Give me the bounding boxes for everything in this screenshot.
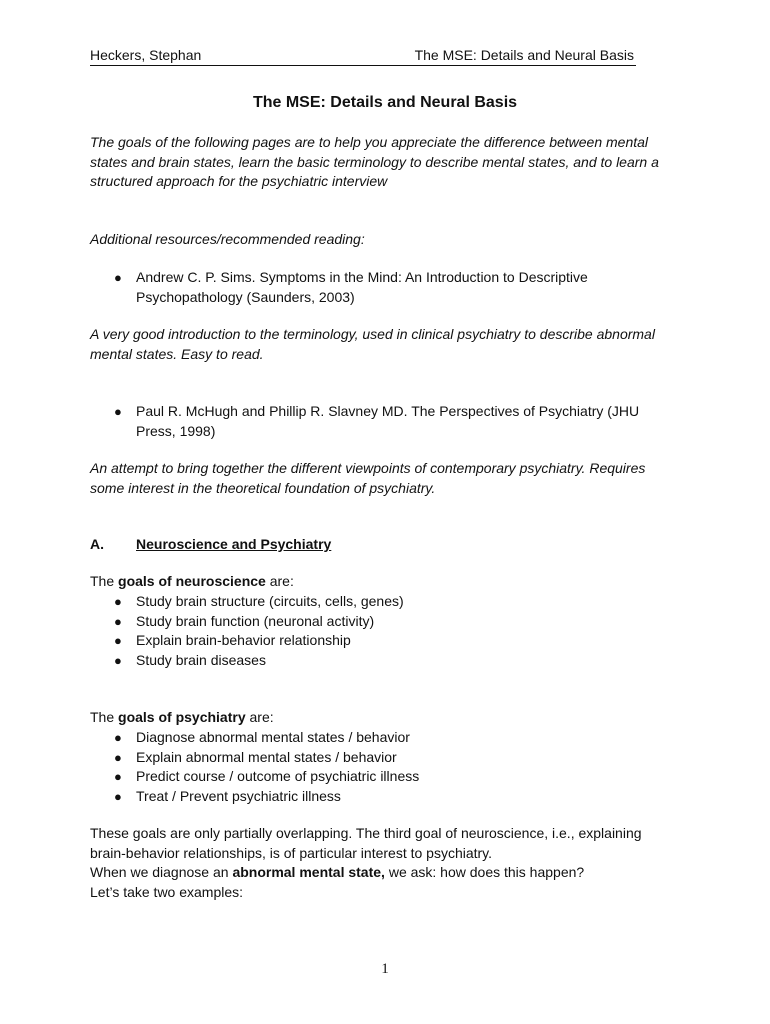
resources-heading: Additional resources/recommended reading: — [90, 231, 365, 247]
bullet-icon: ● — [114, 613, 122, 629]
bullet-icon: ● — [114, 749, 122, 765]
list-item — [90, 631, 665, 651]
header-running-title: The MSE: Details and Neural Basis — [414, 47, 634, 63]
list-item — [90, 612, 665, 632]
bullet-icon: ● — [114, 730, 122, 745]
reference-2-text: Paul R. McHugh and Phillip R. Slavney MD. The Perspectives of Psychiatry (JHU Press, 1998) — [136, 403, 640, 439]
intro-paragraph: The goals of the following pages are to help you appreciate the difference between mental states and brain states, learn the basic terminology to describe mental states, and to learn a structured approach for the psychiatric interview — [90, 134, 659, 190]
closing-line: Let’s take two examples: — [90, 883, 244, 900]
neuroscience-goals-intro — [90, 572, 665, 592]
intro-text: are: — [265, 573, 294, 589]
reference-1-text: Andrew C. P. Sims. Symptoms in the Mind: An Introduction to Descriptive Psychopathology (Saunders, 2003) — [136, 269, 588, 305]
list-item-text: Study brain diseases — [136, 651, 266, 668]
document-title: The MSE: Details and Neural Basis — [252, 94, 518, 111]
closing-paragraph — [90, 824, 665, 902]
page-header — [90, 46, 636, 66]
list-item-text: Explain abnormal mental states / behavior — [136, 748, 397, 765]
list-item — [90, 592, 665, 612]
closing-line: These goals are only partially overlapping. The third goal of neuroscience, i.e., explaining brain-behavior relationships, is of particular interest to psychiatry. — [90, 825, 642, 861]
list-item-text: Treat / Prevent psychiatric illness — [136, 787, 341, 804]
intro-text: are: — [245, 709, 274, 725]
header-author: Heckers, Stephan — [90, 47, 202, 63]
list-item — [90, 787, 665, 807]
psychiatry-goals-list — [90, 728, 665, 806]
list-item — [90, 728, 665, 748]
section-number: A. — [90, 536, 104, 552]
bullet-icon: ● — [114, 594, 122, 609]
list-item — [90, 402, 665, 441]
list-item — [90, 651, 665, 671]
reference-1 — [90, 268, 665, 307]
psychiatry-goals-intro — [90, 708, 665, 728]
page-number: 1 — [381, 961, 389, 977]
intro-text: The — [90, 573, 119, 589]
list-item — [90, 268, 665, 307]
bullet-icon: ● — [114, 769, 122, 785]
intro-text: The — [90, 709, 119, 725]
list-item-text: Explain brain-behavior relationship — [136, 632, 351, 649]
bullet-icon: ● — [114, 270, 122, 285]
bullet-icon: ● — [114, 788, 122, 804]
section-a-heading — [90, 535, 331, 555]
list-item — [90, 748, 665, 768]
intro-bold: goals of neuroscience — [118, 573, 266, 589]
list-item — [90, 767, 665, 787]
closing-bold: abnormal mental state, — [232, 864, 385, 881]
list-item-text: Predict course / outcome of psychiatric illness — [136, 768, 420, 785]
section-title: Neuroscience and Psychiatry — [136, 536, 332, 552]
reference-1-note: A very good introduction to the terminology, used in clinical psychiatry to describe abnormal mental states. Easy to read. — [90, 326, 655, 362]
neuroscience-goals-list — [90, 592, 665, 670]
list-item-text: Diagnose abnormal mental states / behavior — [136, 729, 410, 745]
intro-bold: goals of psychiatry — [118, 709, 246, 725]
list-item-text: Study brain function (neuronal activity) — [136, 612, 375, 629]
closing-text: we ask: how does this happen? — [384, 864, 585, 881]
reference-2-note: An attempt to bring together the different viewpoints of contemporary psychiatry. Requires some interest in the theoretical foundation of psychiatry. — [90, 460, 646, 496]
closing-line — [90, 863, 665, 883]
closing-text: When we diagnose an — [90, 864, 233, 881]
bullet-icon: ● — [114, 652, 122, 668]
list-item-text: Study brain structure (circuits, cells, genes) — [136, 593, 404, 609]
bullet-icon: ● — [114, 404, 122, 419]
reference-2 — [90, 402, 665, 441]
bullet-icon: ● — [114, 633, 122, 649]
